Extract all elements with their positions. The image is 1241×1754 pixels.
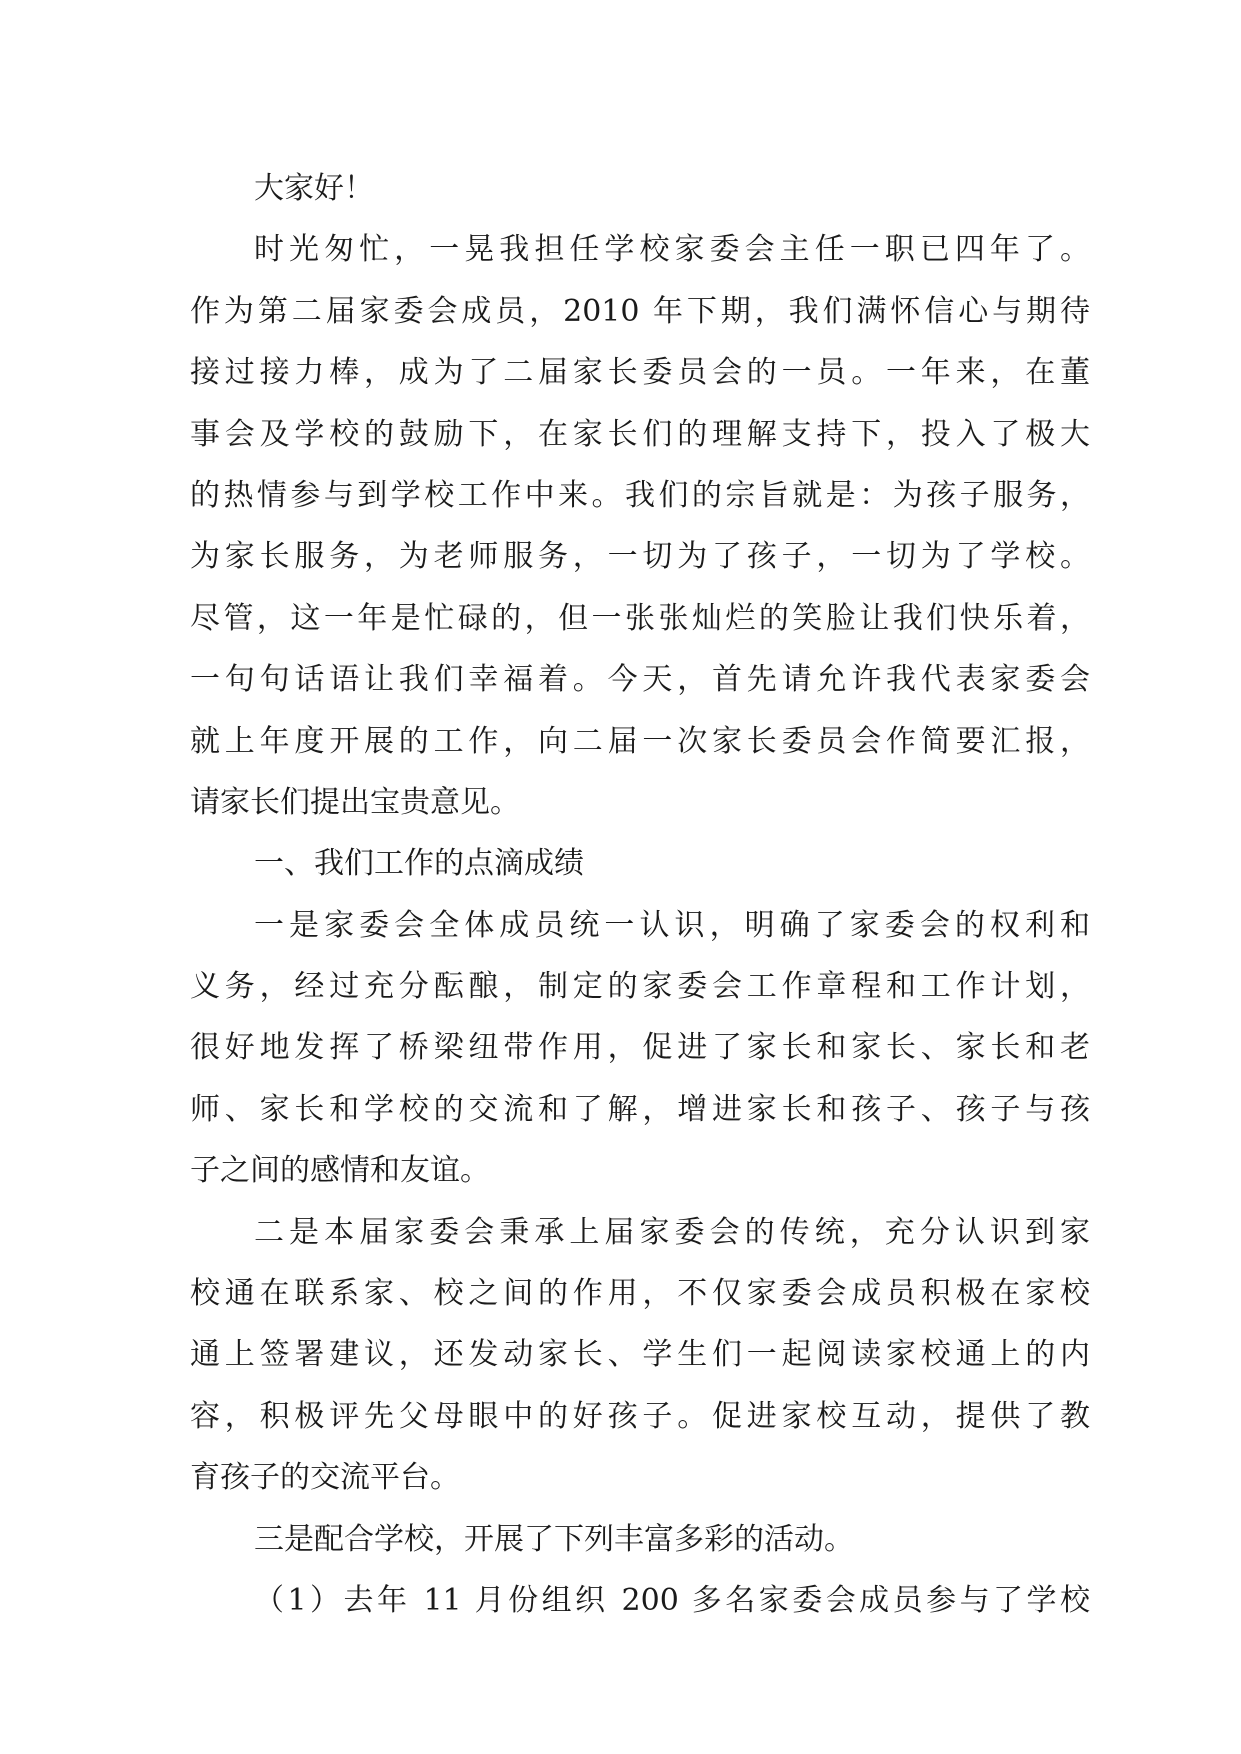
text-line: 二是本届家委会秉承上届家委会的传统，充分认识到家: [254, 1214, 1090, 1250]
text-line: 就上年度开展的工作，向二届一次家长委员会作简要汇报，: [190, 723, 1090, 759]
text-line: 接过接力棒，成为了二届家长委员会的一员。一年来，在董: [190, 355, 1090, 391]
text-line: 为家长服务，为老师服务，一切为了孩子，一切为了学校。: [190, 539, 1090, 575]
text-line: 事会及学校的鼓励下，在家长们的理解支持下，投入了极大: [190, 416, 1090, 452]
document-body: [190, 158, 1090, 1631]
text-line: 一是家委会全体成员统一认识，明确了家委会的权利和: [254, 907, 1090, 943]
text-line: 时光匆忙，一晃我担任学校家委会主任一职已四年了。: [254, 232, 1090, 268]
text-line: 大家好！: [254, 171, 374, 206]
text-line: 很好地发挥了桥梁纽带作用，促进了家长和家长、家长和老: [190, 1030, 1090, 1066]
text-line: 三是配合学校，开展了下列丰富多彩的活动。: [254, 1521, 854, 1557]
text-line: 义务，经过充分酝酿，制定的家委会工作章程和工作计划，: [190, 969, 1090, 1005]
text-line: 作为第二届家委会成员，2010 年下期，我们满怀信心与期待: [190, 293, 1090, 329]
text-line: 容，积极评先父母眼中的好孩子。促进家校互动，提供了教: [190, 1398, 1090, 1434]
text-line: 一句句话语让我们幸福着。今天，首先请允许我代表家委会: [190, 662, 1090, 698]
text-line: 通上签署建议，还发动家长、学生们一起阅读家校通上的内: [190, 1337, 1090, 1373]
text-line: 尽管，这一年是忙碌的，但一张张灿烂的笑脸让我们快乐着，: [190, 600, 1090, 636]
text-line: （1）去年 11 月份组织 200 多名家委会成员参与了学校: [254, 1582, 1090, 1618]
text-line: 师、家长和学校的交流和了解，增进家长和孩子、孩子与孩: [190, 1091, 1090, 1127]
text-line: 育孩子的交流平台。: [190, 1460, 460, 1496]
text-line: 子之间的感情和友谊。: [190, 1153, 490, 1189]
text-line: 校通在联系家、校之间的作用，不仅家委会成员积极在家校: [190, 1276, 1090, 1312]
text-line: 请家长们提出宝贵意见。: [190, 784, 520, 820]
text-line: 的热情参与到学校工作中来。我们的宗旨就是：为孩子服务，: [190, 477, 1090, 513]
text-line: 一、我们工作的点滴成绩: [254, 846, 584, 882]
